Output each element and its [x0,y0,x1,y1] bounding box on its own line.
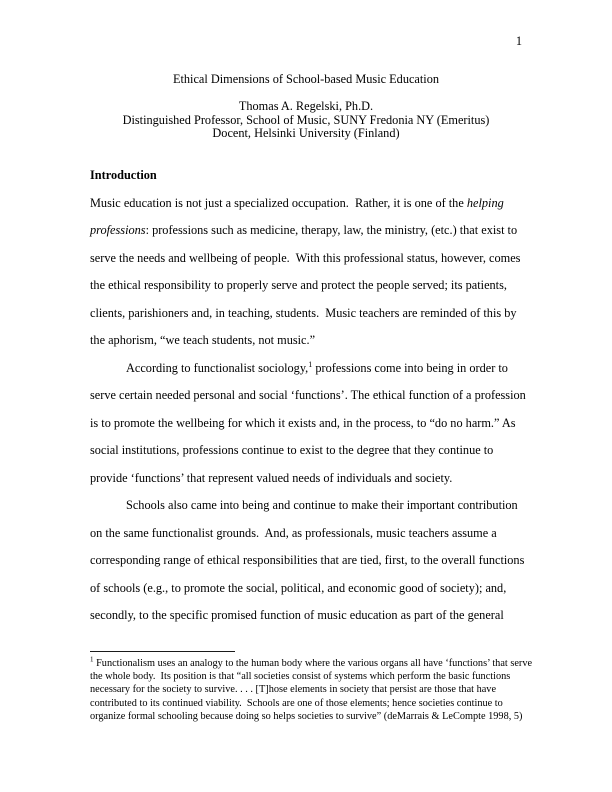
header-spacer [0,87,612,101]
footnote-line: the whole body. Its position is that “all societies consist of systems which perform the basic functions [90,671,511,683]
document-header [0,73,612,141]
author-affiliation-1: Distinguished Professor, School of Music, SUNY Fredonia NY (Emeritus) [122,112,490,127]
footnote-reference-mark: 1 [308,359,313,369]
document-title: Ethical Dimensions of School-based Music Education [172,72,440,86]
body-text-line: of schools (e.g., to promote the social, political, and economic good of society); and, [90,580,507,595]
body-text-line: the ethical responsibility to properly serve and protect the people served; its patients, [90,278,507,292]
body-text-line: serve the needs and wellbeing of people. With this professional status, however, comes [90,250,521,265]
body-text [90,162,526,630]
body-text-italic-segment: professions [90,223,146,237]
body-text-line: serve certain needed personal and social ‘functions’. The ethical function of a profession [90,388,526,402]
footnote-line: contributed to its continued viability. Schools are one of those elements; hence societies continue to [90,697,503,709]
body-text-line: is to promote the wellbeing for which it exists and, in the process, to “do no harm.” As [90,415,516,430]
body-text-line: corresponding range of ethical responsibilities that are tied, first, to the overall functions [90,553,525,567]
author-name: Thomas A. Regelski, Ph.D. [238,99,374,113]
body-text-line: secondly, to the specific promised function of music education as part of the general [90,608,504,622]
body-text-line [90,190,522,218]
body-text-line: clients, parishioners and, in teaching, students. Music teachers are reminded of this by [90,305,517,320]
page-number: 1 [515,34,522,48]
body-text-line [90,355,522,383]
author-affiliation-2: Docent, Helsinki University (Finland) [212,126,400,140]
body-text-italic-segment: helping [466,195,504,210]
footnote-line: necessary for the society to survive. . . . [T]hose elements in society that persist are those that have [90,684,497,696]
body-text-line: the aphorism, “we teach students, not music.” [90,333,316,347]
body-text-segment: Music education is not just a specialized occupation. Rather, it is one of the [90,195,467,210]
body-text-line: provide ‘functions’ that represent valued needs of individuals and society. [90,470,453,485]
body-text-segment: According to functionalist sociology, [126,360,309,375]
footnote-number: 1 [90,655,94,664]
section-heading-introduction: Introduction [90,168,157,182]
footnote [90,655,533,723]
body-text-line: Schools also came into being and continue to make their important contribution [126,498,518,512]
body-text-segment: : professions such as medicine, therapy, law, the ministry, (etc.) that exist to [145,223,518,237]
body-text-line [90,217,522,245]
body-text-line: on the same functionalist grounds. And, as professionals, music teachers assume a [90,525,497,540]
body-text-line: social institutions, professions continue to exist to the degree that they continue to [90,443,494,457]
footnote-line [90,655,533,670]
footnote-separator [90,651,235,652]
footnote-line: organize formal schooling because doing so helps societies to survive” (deMarrais & LeCompte 1998, 5) [90,710,523,722]
footnote-text-segment: Functionalism uses an analogy to the human body where the various organs all have ‘functions’ that serve [93,658,533,669]
body-text-segment: professions come into being in order to [312,360,508,375]
